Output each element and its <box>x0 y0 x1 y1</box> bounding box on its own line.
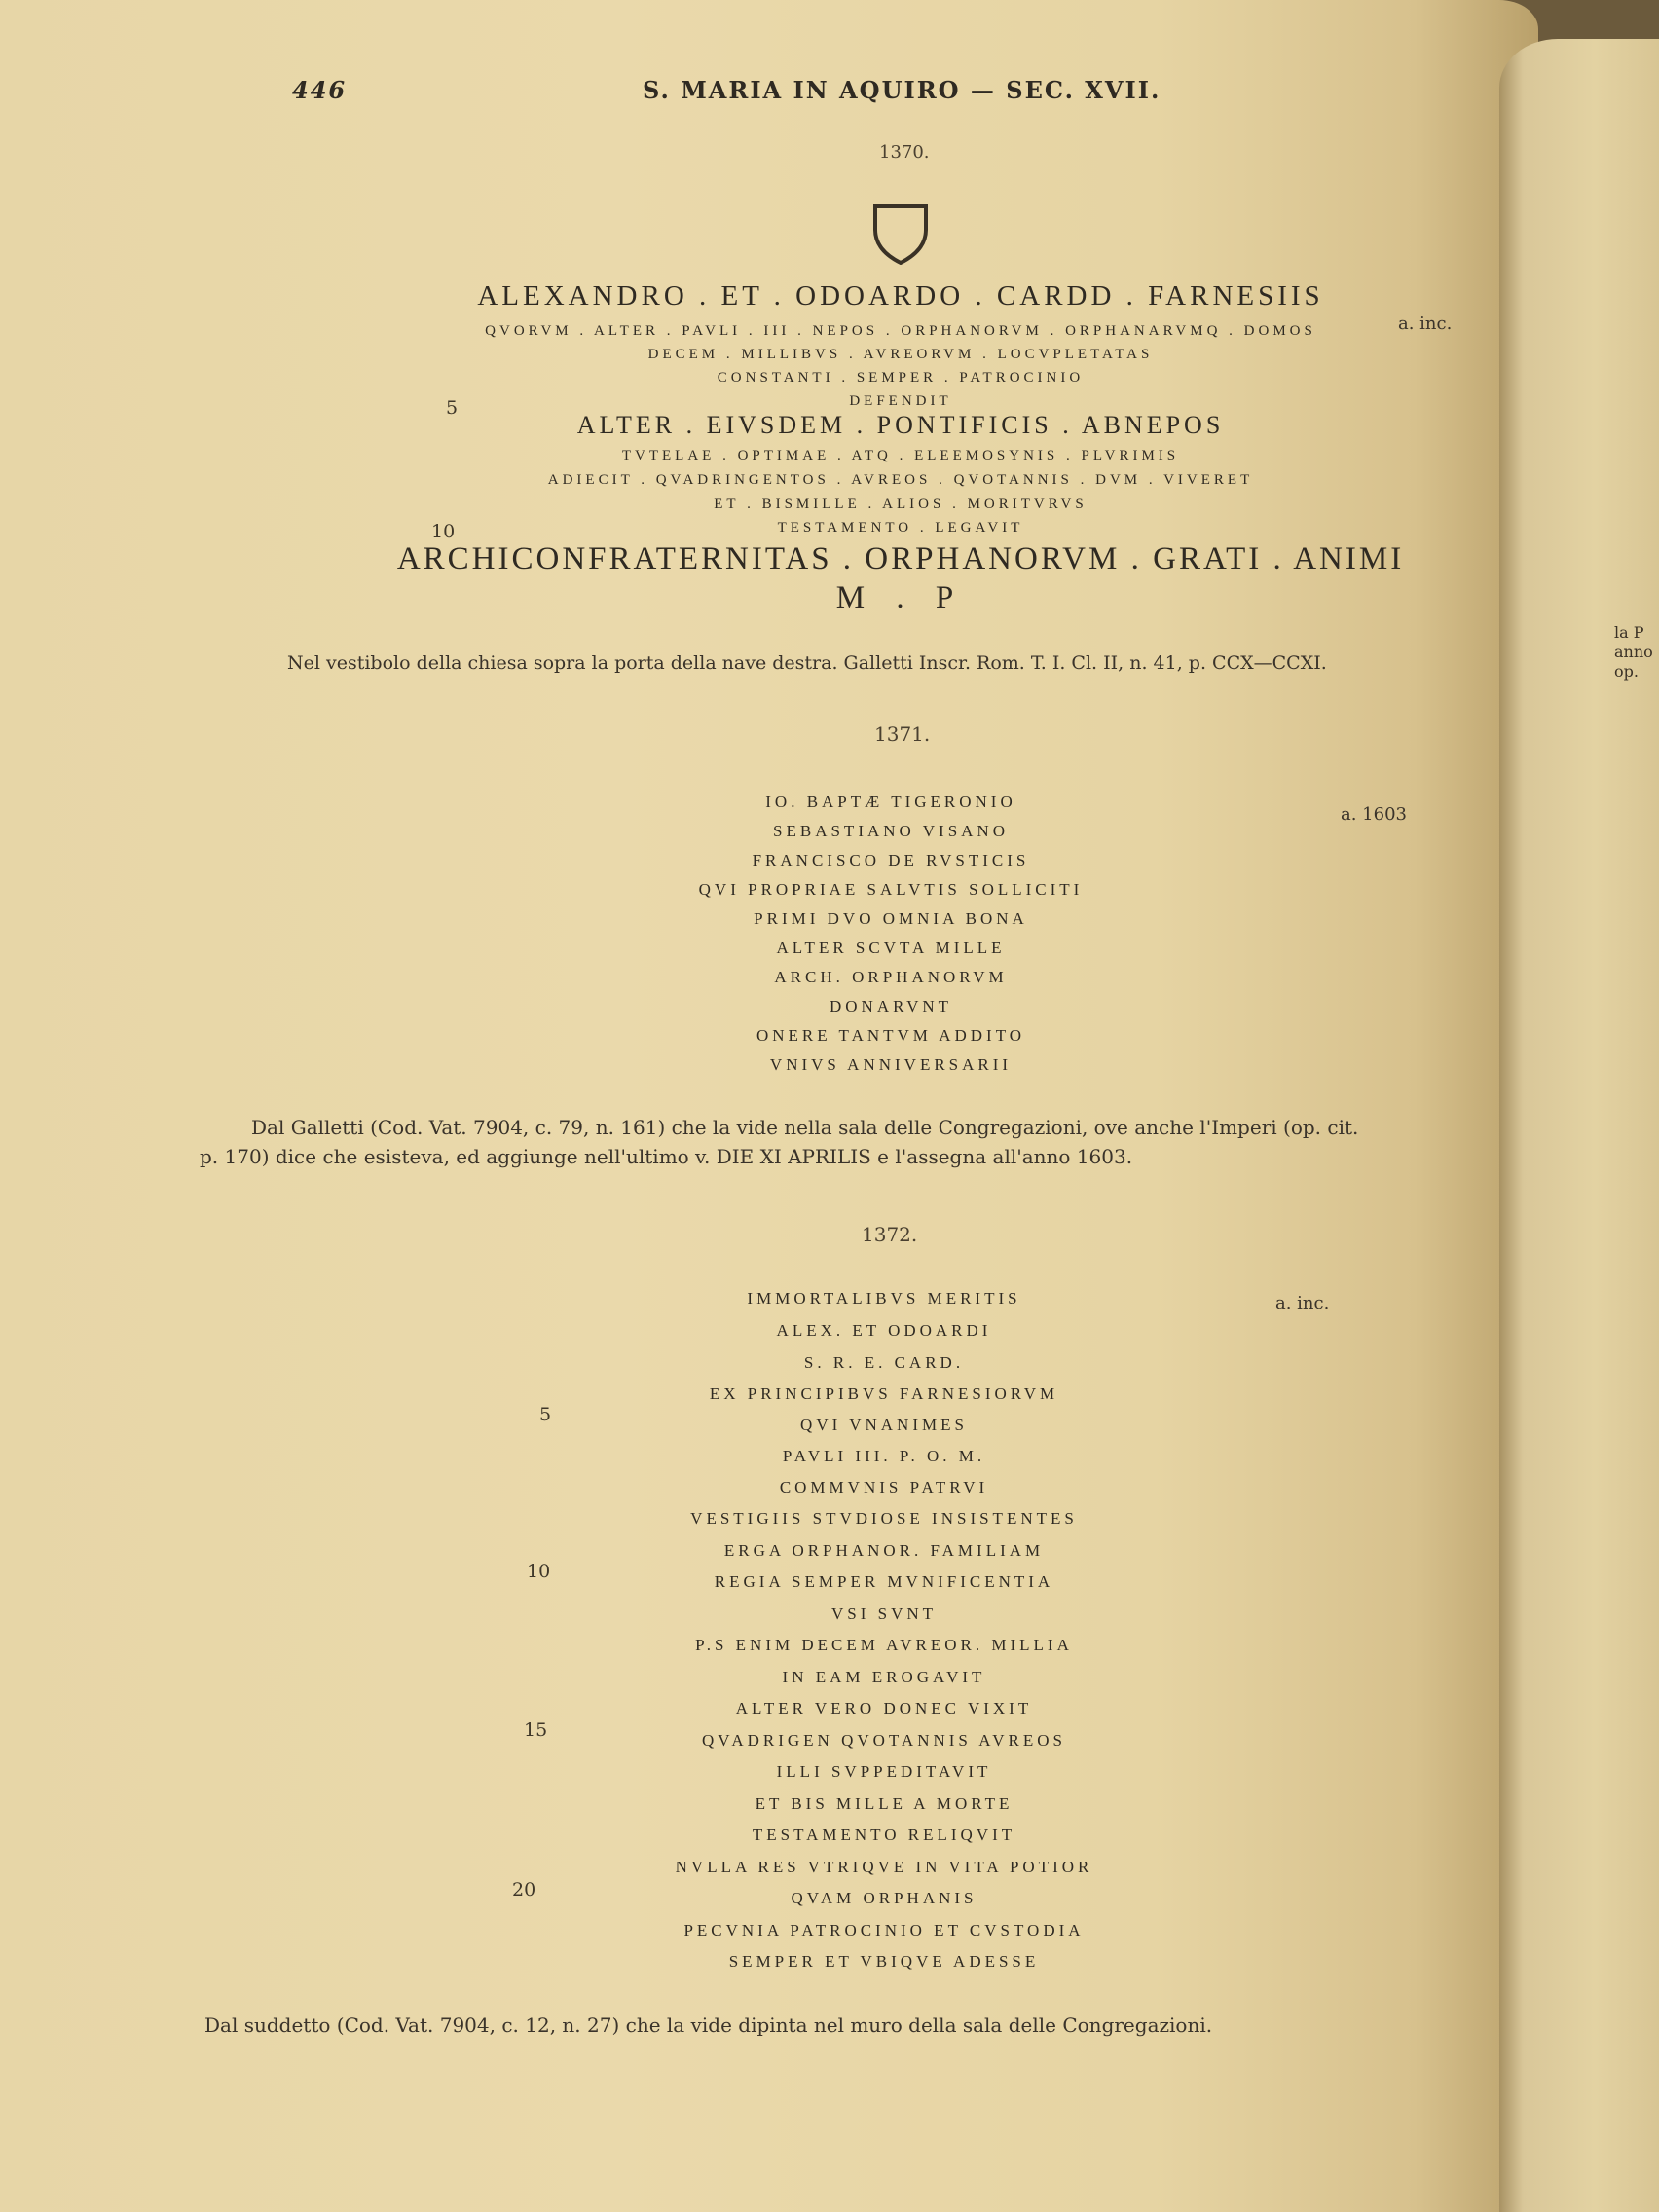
inscription-1370-line: ARCHICONFRATERNITAS . ORPHANORVM . GRATI . ANIMI <box>396 541 1405 576</box>
inscription-1372-line: ALEX. ET ODOARDI <box>776 1321 992 1340</box>
commentary-1370: Nel vestibolo della chiesa sopra la porta della nave destra. Galletti Inscr. Rom. T. I. Cl. II, n. 41, p. CCX—CCXI. <box>287 652 1327 674</box>
commentary-1371-line-1: Dal Galletti (Cod. Vat. 7904, c. 79, n. 161) che la vide nella sala delle Congregazioni, ove anche l'Imperi (op. cit. <box>251 1116 1359 1139</box>
inscription-1372-line: IN EAM EROGAVIT <box>782 1668 986 1686</box>
inscription-1371-line: IO. BAPTÆ TIGERONIO <box>765 793 1016 811</box>
adjacent-page-fragment-1: la P <box>1614 623 1644 642</box>
inscription-1372-line: QVADRIGEN QVOTANNIS AVREOS <box>701 1731 1067 1750</box>
inscription-1371-line: FRANCISCO DE RVSTICIS <box>752 851 1030 869</box>
inscription-1370-line: ALEXANDRO . ET . ODOARDO . CARDD . FARNESIIS <box>477 280 1324 312</box>
inscription-1372-line: ERGA ORPHANOR. FAMILIAM <box>723 1541 1045 1560</box>
inscription-1372-line: S. R. E. CARD. <box>803 1353 965 1372</box>
line-number-5: 5 <box>446 397 459 419</box>
line-number-10: 10 <box>431 521 456 542</box>
inscription-1370-line: ADIECIT . QVADRINGENTOS . AVREOS . QVOTANNIS . DVM . VIVERET <box>547 472 1254 488</box>
inscription-1371-line: VNIVS ANNIVERSARII <box>769 1055 1013 1074</box>
inscription-1370-line: M . P <box>835 580 966 615</box>
inscription-1371-line: PRIMI DVO OMNIA BONA <box>754 909 1028 928</box>
inscription-1371-line: ALTER SCVTA MILLE <box>776 939 1006 957</box>
inscription-1371-line: ARCH. ORPHANORVM <box>774 968 1008 986</box>
inscription-1370-line: CONSTANTI . SEMPER . PATROCINIO <box>717 370 1085 386</box>
page-number: 446 <box>292 76 348 104</box>
inscription-1372-line: QVAM ORPHANIS <box>791 1889 977 1907</box>
inscription-1370-line: TESTAMENTO . LEGAVIT <box>777 520 1024 535</box>
inscription-1372-line: REGIA SEMPER MVNIFICENTIA <box>714 1572 1054 1591</box>
inscription-1372-line: SEMPER ET VBIQVE ADESSE <box>728 1952 1040 1971</box>
inscription-1370-line: ALTER . EIVSDEM . PONTIFICIS . ABNEPOS <box>576 411 1225 439</box>
line-number-10: 10 <box>527 1561 551 1582</box>
inscription-1370-line: TVTELAE . OPTIMAE . ATQ . ELEEMOSYNIS . PLVRIMIS <box>621 448 1180 463</box>
coat-of-arms-shield <box>869 201 932 269</box>
inscription-number-1371: 1371. <box>874 722 931 746</box>
adjacent-page <box>1499 39 1659 2212</box>
inscription-1372-line: VSI SVNT <box>830 1604 938 1623</box>
inscription-1372-line: VESTIGIIS STVDIOSE INSISTENTES <box>690 1509 1078 1528</box>
inscription-number-1372: 1372. <box>862 1223 918 1246</box>
commentary-1372: Dal suddetto (Cod. Vat. 7904, c. 12, n. 27) che la vide dipinta nel muro della sala delle Congregazioni. <box>204 2013 1213 2037</box>
inscription-1372-line: TESTAMENTO RELIQVIT <box>752 1825 1016 1844</box>
commentary-1371-line-2: p. 170) dice che esisteva, ed aggiunge nell'ultimo v. DIE XI APRILIS e l'assegna all'anno 1603. <box>200 1145 1133 1168</box>
inscription-1371-line: DONARVNT <box>829 997 953 1015</box>
inscription-1372-line: ALTER VERO DONEC VIXIT <box>735 1699 1033 1717</box>
line-number-20: 20 <box>512 1879 536 1900</box>
inscription-1372-line: EX PRINCIPIBVS FARNESIORVM <box>709 1384 1059 1403</box>
inscription-1372-line: NVLLA RES VTRIQVE IN VITA POTIOR <box>675 1858 1093 1876</box>
inscription-1372-line: ILLI SVPPEDITAVIT <box>776 1762 992 1781</box>
inscription-1370-line: DECEM . MILLIBVS . AVREORVM . LOCVPLETATAS <box>647 347 1154 362</box>
date-note-1370: a. inc. <box>1398 313 1453 334</box>
inscription-1371-line: SEBASTIANO VISANO <box>773 822 1009 840</box>
line-number-15: 15 <box>524 1719 548 1741</box>
inscription-1372-line: P.S ENIM DECEM AVREOR. MILLIA <box>695 1636 1073 1654</box>
inscription-1370-line: ET . BISMILLE . ALIOS . MORITVRVS <box>714 497 1088 512</box>
inscription-number-1370: 1370. <box>879 142 930 163</box>
date-note-1372: a. inc. <box>1275 1293 1330 1313</box>
inscription-1372-line: ET BIS MILLE A MORTE <box>755 1794 1014 1813</box>
inscription-1371-line: ONERE TANTVM ADDITO <box>756 1026 1026 1045</box>
inscription-1370-line: DEFENDIT <box>849 393 952 409</box>
inscription-1372-line: COMMVNIS PATRVI <box>779 1478 989 1496</box>
inscription-1372-line: QVI VNANIMES <box>800 1416 968 1434</box>
adjacent-page-fragment-3: op. <box>1614 662 1639 681</box>
running-title: S. MARIA IN AQUIRO — SEC. XVII. <box>643 76 1161 104</box>
inscription-1370-line: QVORVM . ALTER . PAVLI . III . NEPOS . ORPHANORVM . ORPHANARVMQ . DOMOS <box>485 323 1316 339</box>
date-note-1371: a. 1603 <box>1341 804 1407 825</box>
inscription-1371-line: QVI PROPRIAE SALVTIS SOLLICITI <box>698 880 1084 899</box>
inscription-1372-line: PAVLI III. P. O. M. <box>782 1447 986 1465</box>
line-number-5: 5 <box>539 1404 552 1425</box>
inscription-1372-line: IMMORTALIBVS MERITIS <box>747 1289 1021 1308</box>
inscription-1372-line: PECVNIA PATROCINIO ET CVSTODIA <box>683 1921 1085 1939</box>
adjacent-page-fragment-2: anno <box>1614 643 1653 661</box>
